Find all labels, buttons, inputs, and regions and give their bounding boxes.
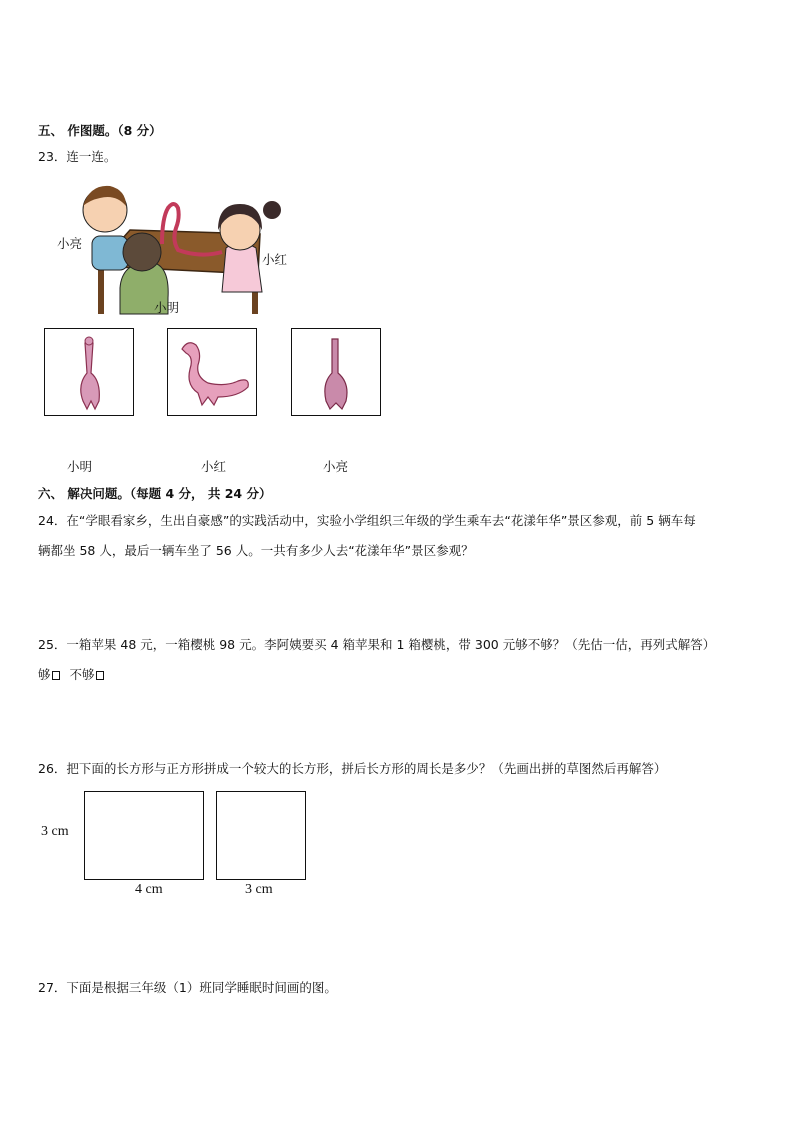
rectangle-height-label: 3 cm bbox=[41, 824, 69, 839]
rectangle-figure bbox=[84, 791, 204, 880]
question-23: 23．连一连。 bbox=[38, 149, 117, 164]
square-width-label: 3 cm bbox=[245, 882, 273, 897]
scene-label-xiaohong: 小红 bbox=[262, 252, 288, 267]
dino-view-back bbox=[291, 328, 381, 416]
option-enough: 够 bbox=[38, 667, 51, 682]
section-title-5: 五、 作图题。（8 分） bbox=[38, 123, 162, 138]
rectangle-width-label: 4 cm bbox=[135, 882, 163, 897]
answer-name-2: 小红 bbox=[201, 459, 227, 474]
answer-name-1: 小明 bbox=[67, 459, 93, 474]
dino-view-side bbox=[167, 328, 257, 416]
dino-view-front bbox=[44, 328, 134, 416]
scene-label-xiaoliang: 小亮 bbox=[57, 236, 83, 251]
question-26: 26．把下面的长方形与正方形拼成一个较大的长方形，拼后长方形的周长是多少？（先画出拼的草图然后再解答） bbox=[38, 761, 667, 776]
question-27: 27．下面是根据三年级（1）班同学睡眠时间画的图。 bbox=[38, 980, 337, 995]
option-not-enough: 不够 bbox=[69, 667, 95, 682]
question-25-line1: 25．一箱苹果 48 元，一箱樱桃 98 元。李阿姨要买 4 箱苹果和 1 箱樱桃，带 300 元够不够？（先估一估，再列式解答） bbox=[38, 637, 716, 652]
checkbox-not-enough-icon[interactable] bbox=[96, 671, 104, 680]
square-figure bbox=[216, 791, 306, 880]
scene-label-xiaoming: 小明 bbox=[154, 300, 180, 315]
question-25-options bbox=[38, 665, 104, 683]
answer-name-3: 小亮 bbox=[323, 459, 349, 474]
scene-illustration bbox=[50, 178, 290, 318]
question-24-line1: 24．在“学眼看家乡，生出自豪感”的实践活动中，实验小学组织三年级的学生乘车去“花漾年华”景区参观，前 5 辆车每 bbox=[38, 513, 696, 528]
question-24-line2: 辆都坐 58 人，最后一辆车坐了 56 人。一共有多少人去“花漾年华”景区参观？ bbox=[38, 543, 474, 558]
section-title-6: 六、 解决问题。（每题 4 分， 共 24 分） bbox=[38, 486, 272, 501]
checkbox-enough-icon[interactable] bbox=[52, 671, 60, 680]
